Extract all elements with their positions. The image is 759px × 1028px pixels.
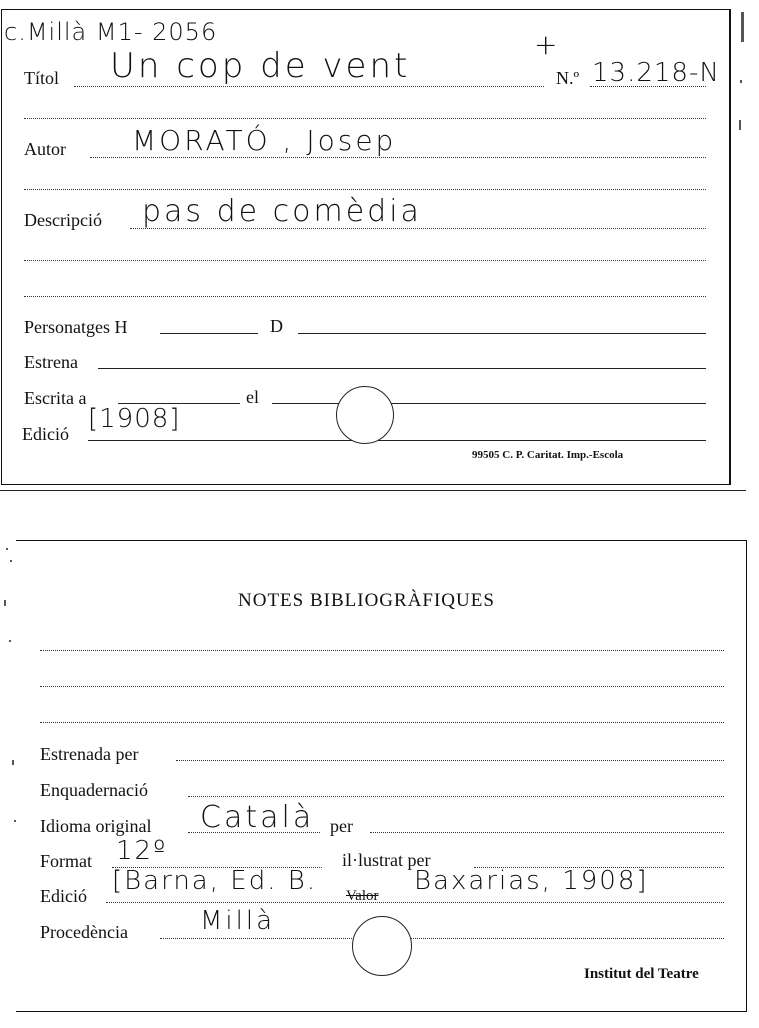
ruled-line xyxy=(24,189,706,190)
scan-speck xyxy=(12,760,14,765)
provenance-value: Millà xyxy=(200,906,276,936)
punch-hole xyxy=(352,916,412,976)
language-per-line xyxy=(370,832,724,833)
ruled-line xyxy=(40,722,724,723)
format-label: Format xyxy=(40,851,92,871)
characters-female-line xyxy=(298,333,706,334)
provenance-label: Procedència xyxy=(40,922,128,942)
edition-label: Edició xyxy=(22,424,69,444)
provenance-line xyxy=(160,938,724,939)
premiered-by-label: Estrenada per xyxy=(40,744,139,764)
number-label: N.º xyxy=(556,68,580,88)
premiere-line xyxy=(98,368,706,369)
ruled-line xyxy=(24,118,706,119)
ruled-line xyxy=(40,650,724,651)
scan-speck xyxy=(9,640,11,642)
separator-line xyxy=(0,490,746,491)
title-value: Un cop de vent xyxy=(110,46,411,86)
description-label: Descripció xyxy=(24,210,102,230)
scan-speck xyxy=(4,600,6,606)
edition-info-continuation: Baxarias, 1908] xyxy=(414,866,649,896)
written-on-label: el xyxy=(246,387,259,407)
format-value: 12º xyxy=(116,836,168,866)
premiered-by-line xyxy=(176,760,724,761)
punch-hole xyxy=(336,386,394,444)
author-value: MORATÓ , Josep xyxy=(132,124,397,157)
edition-info-value: [Barna, Ed. B. xyxy=(112,866,318,896)
binding-label: Enquadernació xyxy=(40,780,148,800)
characters-male-line xyxy=(160,333,258,334)
scan-speck xyxy=(6,548,8,550)
number-value: 13.218-N xyxy=(592,58,720,88)
title-line xyxy=(74,86,544,87)
author-label: Autor xyxy=(24,139,66,159)
bibliographic-notes-heading: NOTES BIBLIOGRÀFIQUES xyxy=(238,590,495,611)
written-at-label: Escrita a xyxy=(24,388,87,408)
printer-imprint: 99505 C. P. Caritat. Imp.-Escola xyxy=(472,449,624,461)
ruled-line xyxy=(24,260,706,261)
characters-female-label: D xyxy=(270,316,283,336)
scan-speck xyxy=(739,120,741,130)
characters-male-label: Personatges H xyxy=(24,317,128,337)
scan-speck xyxy=(10,560,12,562)
scan-speck xyxy=(741,12,744,42)
ruled-line xyxy=(40,686,724,687)
language-per-label: per xyxy=(330,816,353,836)
description-value: pas de comèdia xyxy=(142,194,422,229)
premiere-label: Estrena xyxy=(24,352,78,372)
ruled-line xyxy=(24,296,706,297)
edition-line xyxy=(88,440,706,441)
original-language-value: Català xyxy=(200,800,315,835)
title-label: Títol xyxy=(24,68,59,88)
edition-info-label: Edició xyxy=(40,886,87,906)
edition-value: [1908] xyxy=(88,404,181,434)
edition-info-line xyxy=(106,902,724,903)
scan-speck xyxy=(740,80,742,83)
top-catalog-note: c.Millà M1- 2056 xyxy=(4,18,218,46)
original-language-label: Idioma original xyxy=(40,816,152,836)
illustrated-by-label: il·lustrat per xyxy=(342,850,431,870)
scan-speck xyxy=(14,820,16,822)
cross-mark: + xyxy=(534,28,560,61)
institution-footer: Institut del Teatre xyxy=(584,966,699,982)
binding-line xyxy=(188,796,724,797)
author-line xyxy=(90,157,706,158)
value-label: Valor xyxy=(346,888,379,904)
